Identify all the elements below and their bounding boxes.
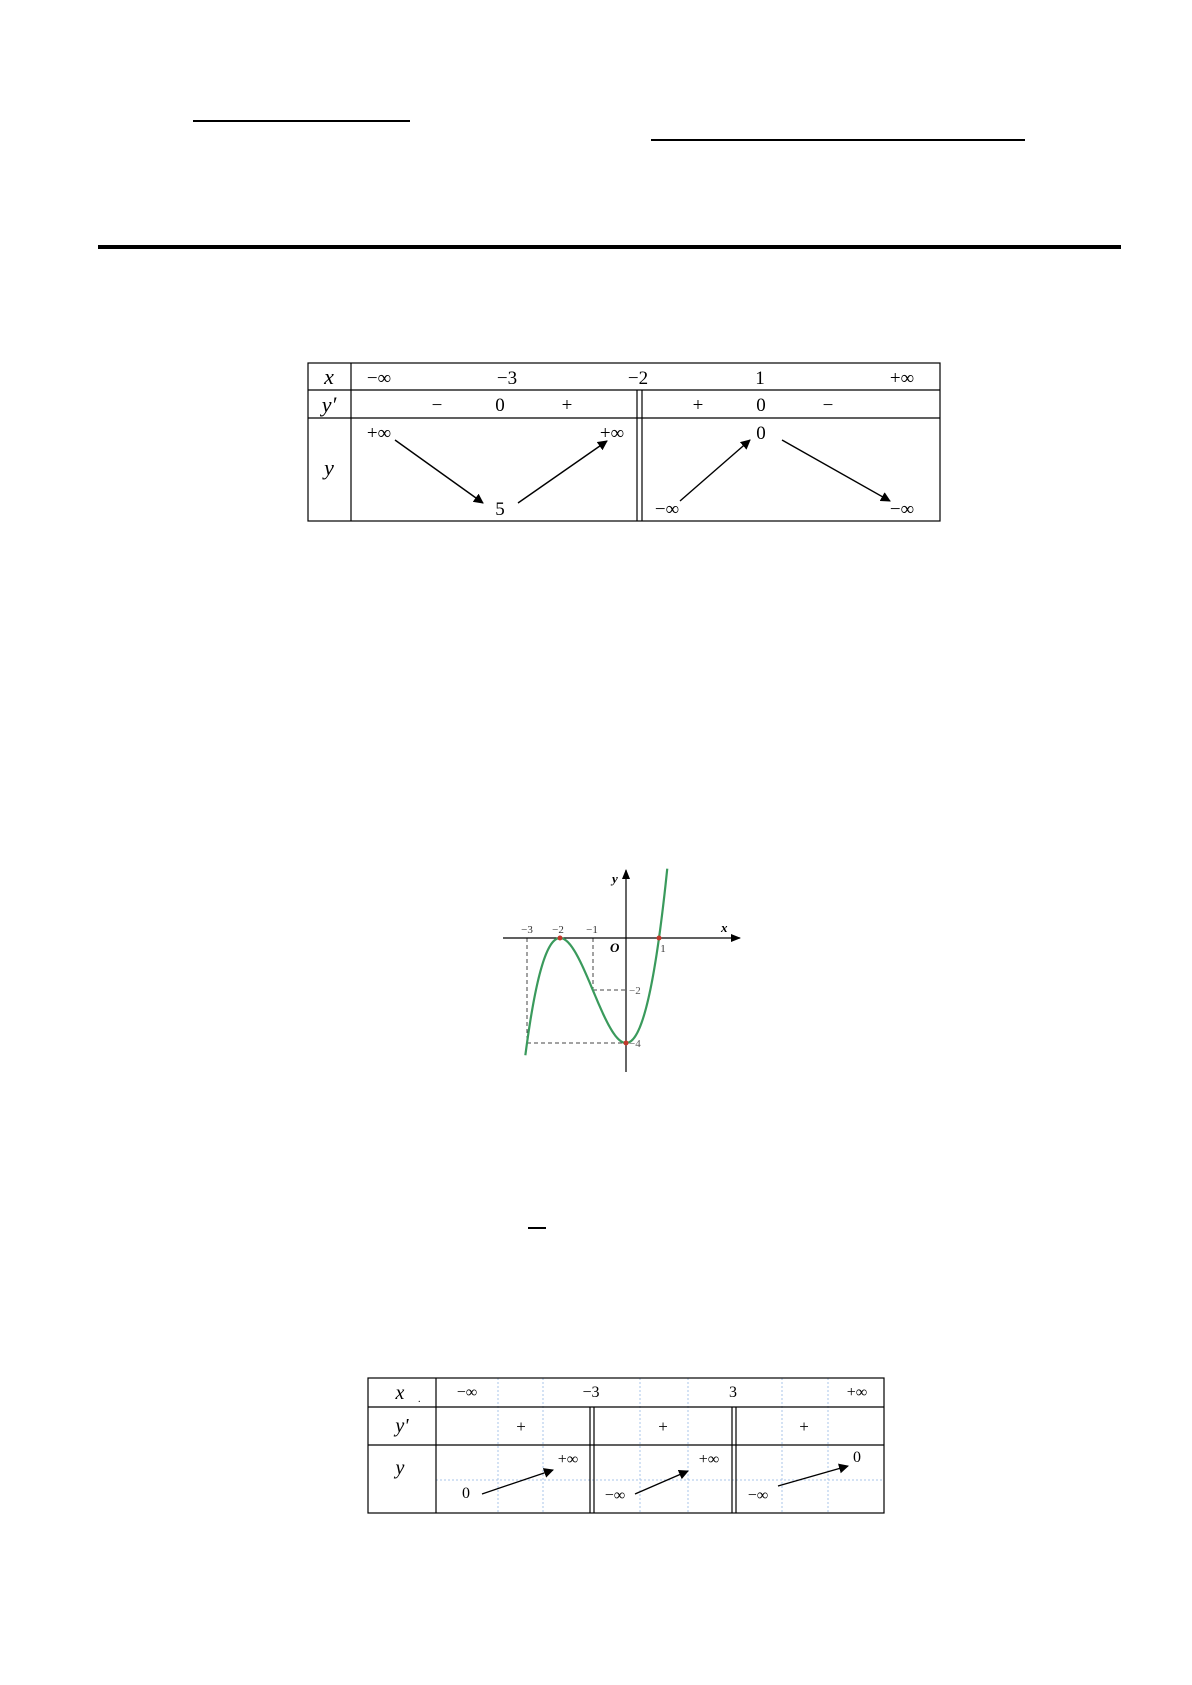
- table1-y-right-top: 0: [756, 423, 766, 444]
- graph-xtick-neg2: −2: [552, 924, 564, 936]
- point-root: [657, 936, 662, 941]
- table2-y-s1-low: 0: [462, 1485, 470, 1502]
- table1-y-left-bottom: 5: [495, 499, 505, 520]
- table2-arrow-2: [635, 1471, 688, 1494]
- graph-axis-x-label: x: [721, 920, 728, 935]
- graph-origin-label: O: [610, 940, 620, 955]
- table1-arrow-2: [518, 441, 607, 503]
- table1-sign-2: 0: [495, 395, 505, 416]
- table1-x-neg2: −2: [627, 368, 649, 389]
- graph-xtick-neg3: −3: [521, 924, 533, 936]
- table2-x-pos-inf: +∞: [846, 1384, 868, 1401]
- table2-y-s3-low: −∞: [747, 1487, 769, 1504]
- table1-x-pos-inf: +∞: [889, 368, 915, 389]
- table2-x-neg3: −3: [582, 1384, 600, 1401]
- table2-sign-3: +: [799, 1417, 809, 1436]
- graph-ytick-neg2: −2: [629, 985, 641, 997]
- graph-xtick-1: 1: [660, 943, 666, 955]
- point-min: [624, 1041, 629, 1046]
- table1-label-x: x: [324, 364, 334, 389]
- table2-label-x-note: .: [418, 1394, 421, 1405]
- table1-arrow-3: [680, 440, 750, 501]
- point-max: [558, 936, 563, 941]
- small-dash-mark: [528, 1227, 546, 1229]
- function-graph: [495, 865, 745, 1080]
- graph-ytick-neg4: −4: [629, 1038, 641, 1050]
- table2-label-yprime: y': [395, 1415, 409, 1437]
- table2-y-s3-high: 0: [853, 1449, 861, 1466]
- variation-table-2: [360, 1370, 890, 1520]
- table2-y-s1-high: +∞: [557, 1451, 579, 1468]
- table1-arrow-4: [782, 440, 890, 501]
- variation-table-1: [300, 355, 950, 525]
- graph-axis-y-label: y: [612, 871, 618, 886]
- table1-y-right-bottom-left: −∞: [654, 499, 680, 520]
- header-underline-left: [193, 120, 410, 122]
- table1-sign-4: +: [692, 395, 704, 416]
- table1-sign-1: −: [431, 395, 443, 416]
- table2-x-neg-inf: −∞: [456, 1384, 478, 1401]
- table1-arrow-1: [395, 440, 483, 503]
- table2-y-s2-low: −∞: [604, 1487, 626, 1504]
- table1-x-neg-inf: −∞: [366, 368, 392, 389]
- table1-sign-3: +: [561, 395, 573, 416]
- table2-arrow-1: [482, 1470, 553, 1494]
- table2-x-3: 3: [729, 1384, 737, 1401]
- table2-y-s2-high: +∞: [698, 1451, 720, 1468]
- table2-sign-2: +: [658, 1417, 668, 1436]
- table2-label-y: y: [395, 1457, 405, 1479]
- header-underline-right: [651, 139, 1025, 141]
- table2-label-x: x: [395, 1382, 405, 1404]
- table1-y-left-top: +∞: [366, 423, 392, 444]
- cubic-curve: [525, 869, 667, 1056]
- table1-sign-6: −: [822, 395, 834, 416]
- table1-x-1: 1: [755, 368, 765, 389]
- table1-y-right-bottom-right: −∞: [889, 499, 915, 520]
- table1-sign-5: 0: [756, 395, 766, 416]
- table1-label-yprime: y′: [321, 392, 337, 417]
- table1-label-y: y: [324, 455, 334, 480]
- section-divider: [98, 245, 1121, 249]
- table2-sign-1: +: [516, 1417, 526, 1436]
- graph-xtick-neg1: −1: [586, 924, 598, 936]
- table1-x-neg3: −3: [496, 368, 518, 389]
- table1-y-mid-top: +∞: [599, 423, 625, 444]
- table2-arrow-3: [778, 1466, 848, 1486]
